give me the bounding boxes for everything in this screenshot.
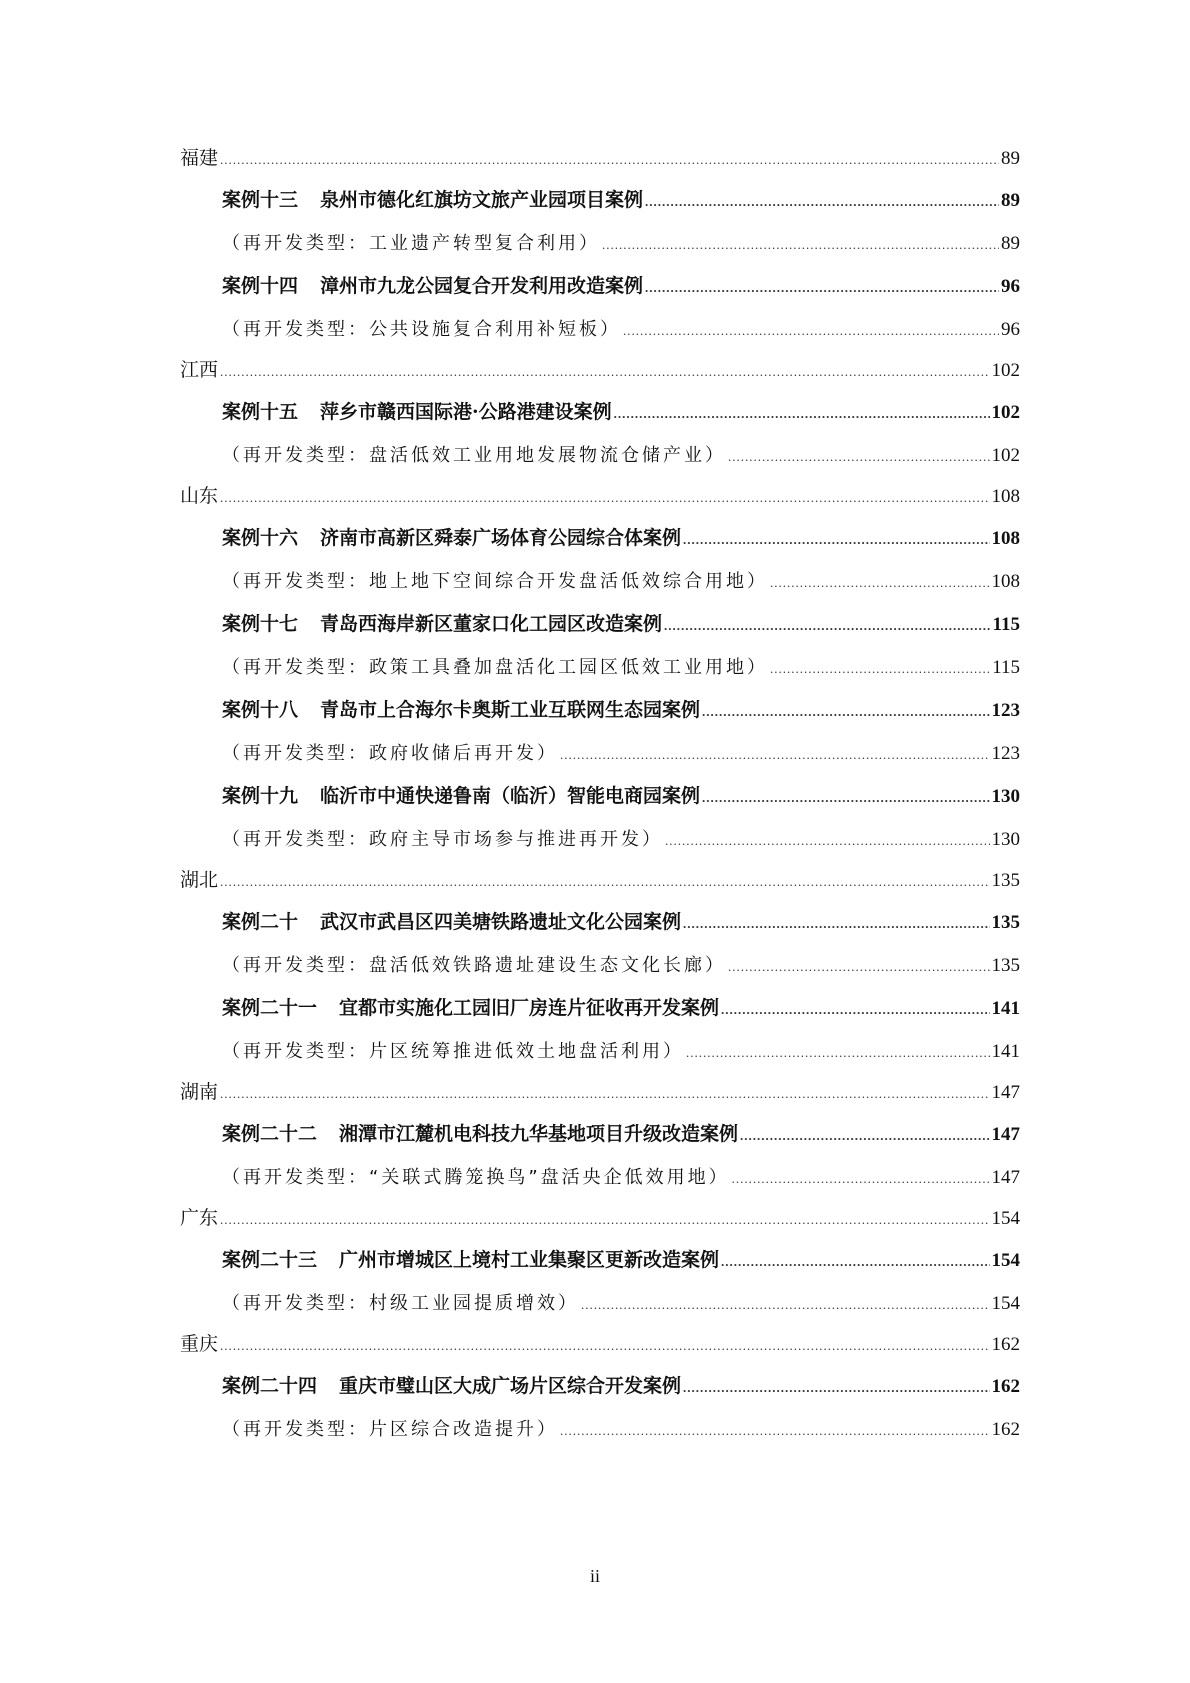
case-title: 漳州市九龙公园复合开发利用改造案例 xyxy=(320,275,644,297)
page-ref: 154 xyxy=(991,1250,1020,1271)
case-subtitle: （再开发类型：片区综合改造提升） xyxy=(222,1419,558,1440)
toc-case-entry[interactable] xyxy=(180,185,1020,215)
toc-case-entry-title xyxy=(222,1245,719,1272)
page-ref: 135 xyxy=(991,912,1020,933)
toc-subtitle-entry-title xyxy=(222,951,726,977)
page-ref: 96 xyxy=(1001,319,1020,340)
case-subtitle: （再开发类型：“关联式腾笼换鸟”盘活央企低效用地） xyxy=(222,1167,730,1188)
dot-leader xyxy=(728,959,990,975)
page-ref: 154 xyxy=(991,1208,1020,1229)
toc-case-entry-title xyxy=(222,271,643,298)
dot-leader xyxy=(664,618,991,634)
dot-leader xyxy=(721,1002,989,1018)
toc-subtitle-entry[interactable] xyxy=(180,441,1020,471)
toc-subtitle-entry[interactable] xyxy=(180,1037,1020,1067)
toc-case-entry[interactable] xyxy=(180,907,1020,937)
page-ref: 135 xyxy=(991,955,1020,976)
toc-case-entry-title xyxy=(222,1119,738,1146)
case-title: 武汉市武昌区四美塘铁路遗址文化公园案例 xyxy=(320,911,682,933)
case-title: 临沂市中通快递鲁南（临沂）智能电商园案例 xyxy=(320,785,701,807)
toc-case-entry[interactable] xyxy=(180,781,1020,811)
page-ref: 135 xyxy=(991,870,1020,891)
case-subtitle: （再开发类型：村级工业园提质增效） xyxy=(222,1293,579,1314)
toc-subtitle-entry-title xyxy=(222,1289,579,1315)
toc-subtitle-entry-title xyxy=(222,1037,684,1063)
dot-leader xyxy=(728,449,990,465)
case-subtitle: （再开发类型：公共设施复合利用补短板） xyxy=(222,319,621,340)
toc-subtitle-entry[interactable] xyxy=(180,739,1020,769)
case-subtitle: （再开发类型：政策工具叠加盘活化工园区低效工业用地） xyxy=(222,657,768,678)
case-number: 案例十七 xyxy=(222,613,299,635)
toc-province-entry-title xyxy=(180,143,218,170)
page-ref: 96 xyxy=(1001,276,1020,297)
dot-leader xyxy=(770,575,990,591)
dot-leader xyxy=(702,790,989,806)
toc-case-entry-title xyxy=(222,907,681,934)
dot-leader xyxy=(220,364,989,380)
table-of-contents xyxy=(180,143,1020,1445)
page-ref: 123 xyxy=(991,743,1020,764)
dot-leader xyxy=(683,1380,989,1396)
dot-leader xyxy=(220,490,989,506)
toc-province-entry[interactable] xyxy=(180,865,1020,895)
toc-case-entry[interactable] xyxy=(180,1119,1020,1149)
case-number: 案例十四 xyxy=(222,275,299,297)
toc-subtitle-entry-title xyxy=(222,1163,730,1189)
case-subtitle: （再开发类型：片区统筹推进低效土地盘活利用） xyxy=(222,1041,684,1062)
dot-leader xyxy=(614,406,990,422)
case-title: 济南市高新区舜泰广场体育公园综合体案例 xyxy=(320,527,682,549)
dot-leader xyxy=(732,1171,990,1187)
toc-case-entry-title xyxy=(222,993,719,1020)
dot-leader xyxy=(220,1086,989,1102)
toc-subtitle-entry[interactable] xyxy=(180,1415,1020,1445)
page-ref: 162 xyxy=(991,1376,1020,1397)
case-subtitle: （再开发类型：盘活低效工业用地发展物流仓储产业） xyxy=(222,445,726,466)
toc-subtitle-entry[interactable] xyxy=(180,1163,1020,1193)
toc-subtitle-entry-title xyxy=(222,567,768,593)
dot-leader xyxy=(721,1254,989,1270)
toc-province-entry-title xyxy=(180,1329,218,1356)
case-number: 案例二十四 xyxy=(222,1375,318,1397)
toc-province-entry[interactable] xyxy=(180,355,1020,385)
page-ref: 89 xyxy=(1001,148,1020,169)
dot-leader xyxy=(560,1423,990,1439)
province-name: 湖北 xyxy=(180,869,219,891)
case-title: 宜都市实施化工园旧厂房连片征收再开发案例 xyxy=(339,997,720,1019)
case-number: 案例十五 xyxy=(222,401,299,423)
page-ref: 89 xyxy=(1001,190,1020,211)
dot-leader xyxy=(645,194,999,210)
case-title: 湘潭市江麓机电科技九华基地项目升级改造案例 xyxy=(339,1123,739,1145)
toc-case-entry-title xyxy=(222,1371,681,1398)
toc-case-entry-title xyxy=(222,523,681,550)
dot-leader xyxy=(220,1338,989,1354)
toc-subtitle-entry[interactable] xyxy=(180,951,1020,981)
toc-case-entry[interactable] xyxy=(180,523,1020,553)
dot-leader xyxy=(686,1045,990,1061)
case-number: 案例二十 xyxy=(222,911,299,933)
page-ref: 141 xyxy=(991,998,1020,1019)
dot-leader xyxy=(702,704,989,720)
toc-subtitle-entry[interactable] xyxy=(180,315,1020,345)
page-ref: 102 xyxy=(991,360,1020,381)
province-name: 广东 xyxy=(180,1207,219,1229)
case-title: 广州市增城区上境村工业集聚区更新改造案例 xyxy=(339,1249,720,1271)
page-ref: 130 xyxy=(991,829,1020,850)
page-ref: 147 xyxy=(991,1124,1020,1145)
case-title: 重庆市璧山区大成广场片区综合开发案例 xyxy=(339,1375,682,1397)
province-name: 江西 xyxy=(180,359,219,381)
toc-case-entry-title xyxy=(222,185,643,212)
toc-case-entry[interactable] xyxy=(180,397,1020,427)
dot-leader xyxy=(740,1128,989,1144)
toc-subtitle-entry-title xyxy=(222,653,768,679)
toc-case-entry[interactable] xyxy=(180,1371,1020,1401)
dot-leader xyxy=(220,874,989,890)
page-ref: 154 xyxy=(991,1293,1020,1314)
dot-leader xyxy=(645,280,999,296)
case-number: 案例十三 xyxy=(222,189,299,211)
province-name: 重庆 xyxy=(180,1333,219,1355)
case-number: 案例十八 xyxy=(222,699,299,721)
toc-province-entry[interactable] xyxy=(180,1329,1020,1359)
toc-case-entry-title xyxy=(222,397,612,424)
toc-case-entry-title xyxy=(222,695,700,722)
dot-leader xyxy=(683,532,989,548)
case-title: 萍乡市赣西国际港·公路港建设案例 xyxy=(320,401,612,423)
case-subtitle: （再开发类型：地上地下空间综合开发盘活低效综合用地） xyxy=(222,571,768,592)
case-title: 青岛西海岸新区董家口化工园区改造案例 xyxy=(320,613,663,635)
page-ref: 162 xyxy=(991,1334,1020,1355)
page-ref: 141 xyxy=(991,1041,1020,1062)
page-ref: 108 xyxy=(991,486,1020,507)
toc-case-entry[interactable] xyxy=(180,695,1020,725)
toc-subtitle-entry-title xyxy=(222,739,558,765)
toc-province-entry[interactable] xyxy=(180,481,1020,511)
toc-case-entry-title xyxy=(222,609,662,636)
case-subtitle: （再开发类型：政府收储后再开发） xyxy=(222,743,558,764)
case-number: 案例二十三 xyxy=(222,1249,318,1271)
toc-subtitle-entry-title xyxy=(222,315,621,341)
page-number: ii xyxy=(589,1566,600,1586)
page-ref: 147 xyxy=(991,1082,1020,1103)
province-name: 福建 xyxy=(180,147,219,169)
case-subtitle: （再开发类型：盘活低效铁路遗址建设生态文化长廊） xyxy=(222,955,726,976)
toc-subtitle-entry[interactable] xyxy=(180,229,1020,259)
case-title: 泉州市德化红旗坊文旅产业园项目案例 xyxy=(320,189,644,211)
toc-province-entry-title xyxy=(180,481,218,508)
page-ref: 147 xyxy=(991,1167,1020,1188)
page-ref: 102 xyxy=(991,402,1020,423)
dot-leader xyxy=(665,833,990,849)
toc-province-entry-title xyxy=(180,1077,218,1104)
toc-subtitle-entry[interactable] xyxy=(180,1289,1020,1319)
dot-leader xyxy=(602,237,999,253)
page-ref: 108 xyxy=(991,528,1020,549)
toc-subtitle-entry[interactable] xyxy=(180,825,1020,855)
page-ref: 89 xyxy=(1001,233,1020,254)
toc-province-entry[interactable] xyxy=(180,1077,1020,1107)
toc-subtitle-entry[interactable] xyxy=(180,653,1020,683)
toc-subtitle-entry-title xyxy=(222,441,726,467)
dot-leader xyxy=(581,1297,990,1313)
page-ref: 162 xyxy=(991,1419,1020,1440)
toc-subtitle-entry-title xyxy=(222,1415,558,1441)
toc-case-entry[interactable] xyxy=(180,609,1020,639)
page-ref: 108 xyxy=(991,571,1020,592)
case-number: 案例二十二 xyxy=(222,1123,318,1145)
dot-leader xyxy=(683,916,989,932)
province-name: 山东 xyxy=(180,485,219,507)
toc-case-entry[interactable] xyxy=(180,1245,1020,1275)
page-ref: 115 xyxy=(992,614,1020,635)
toc-subtitle-entry-title xyxy=(222,229,600,255)
toc-case-entry[interactable] xyxy=(180,993,1020,1023)
toc-province-entry[interactable] xyxy=(180,1203,1020,1233)
dot-leader xyxy=(560,747,990,763)
dot-leader xyxy=(623,323,999,339)
case-number: 案例十六 xyxy=(222,527,299,549)
dot-leader xyxy=(220,1212,989,1228)
case-number: 案例十九 xyxy=(222,785,299,807)
case-title: 青岛市上合海尔卡奥斯工业互联网生态园案例 xyxy=(320,699,701,721)
page-ref: 130 xyxy=(991,786,1020,807)
page-ref: 115 xyxy=(992,657,1020,678)
toc-subtitle-entry-title xyxy=(222,825,663,851)
page-ref: 123 xyxy=(991,700,1020,721)
toc-case-entry[interactable] xyxy=(180,271,1020,301)
dot-leader xyxy=(220,152,999,168)
page-ref: 102 xyxy=(991,445,1020,466)
toc-case-entry-title xyxy=(222,781,700,808)
toc-subtitle-entry[interactable] xyxy=(180,567,1020,597)
dot-leader xyxy=(770,661,990,677)
toc-province-entry-title xyxy=(180,355,218,382)
province-name: 湖南 xyxy=(180,1081,219,1103)
toc-province-entry-title xyxy=(180,865,218,892)
case-subtitle: （再开发类型：工业遗产转型复合利用） xyxy=(222,233,600,254)
case-number: 案例二十一 xyxy=(222,997,318,1019)
toc-province-entry[interactable] xyxy=(180,143,1020,173)
case-subtitle: （再开发类型：政府主导市场参与推进再开发） xyxy=(222,829,663,850)
toc-province-entry-title xyxy=(180,1203,218,1230)
